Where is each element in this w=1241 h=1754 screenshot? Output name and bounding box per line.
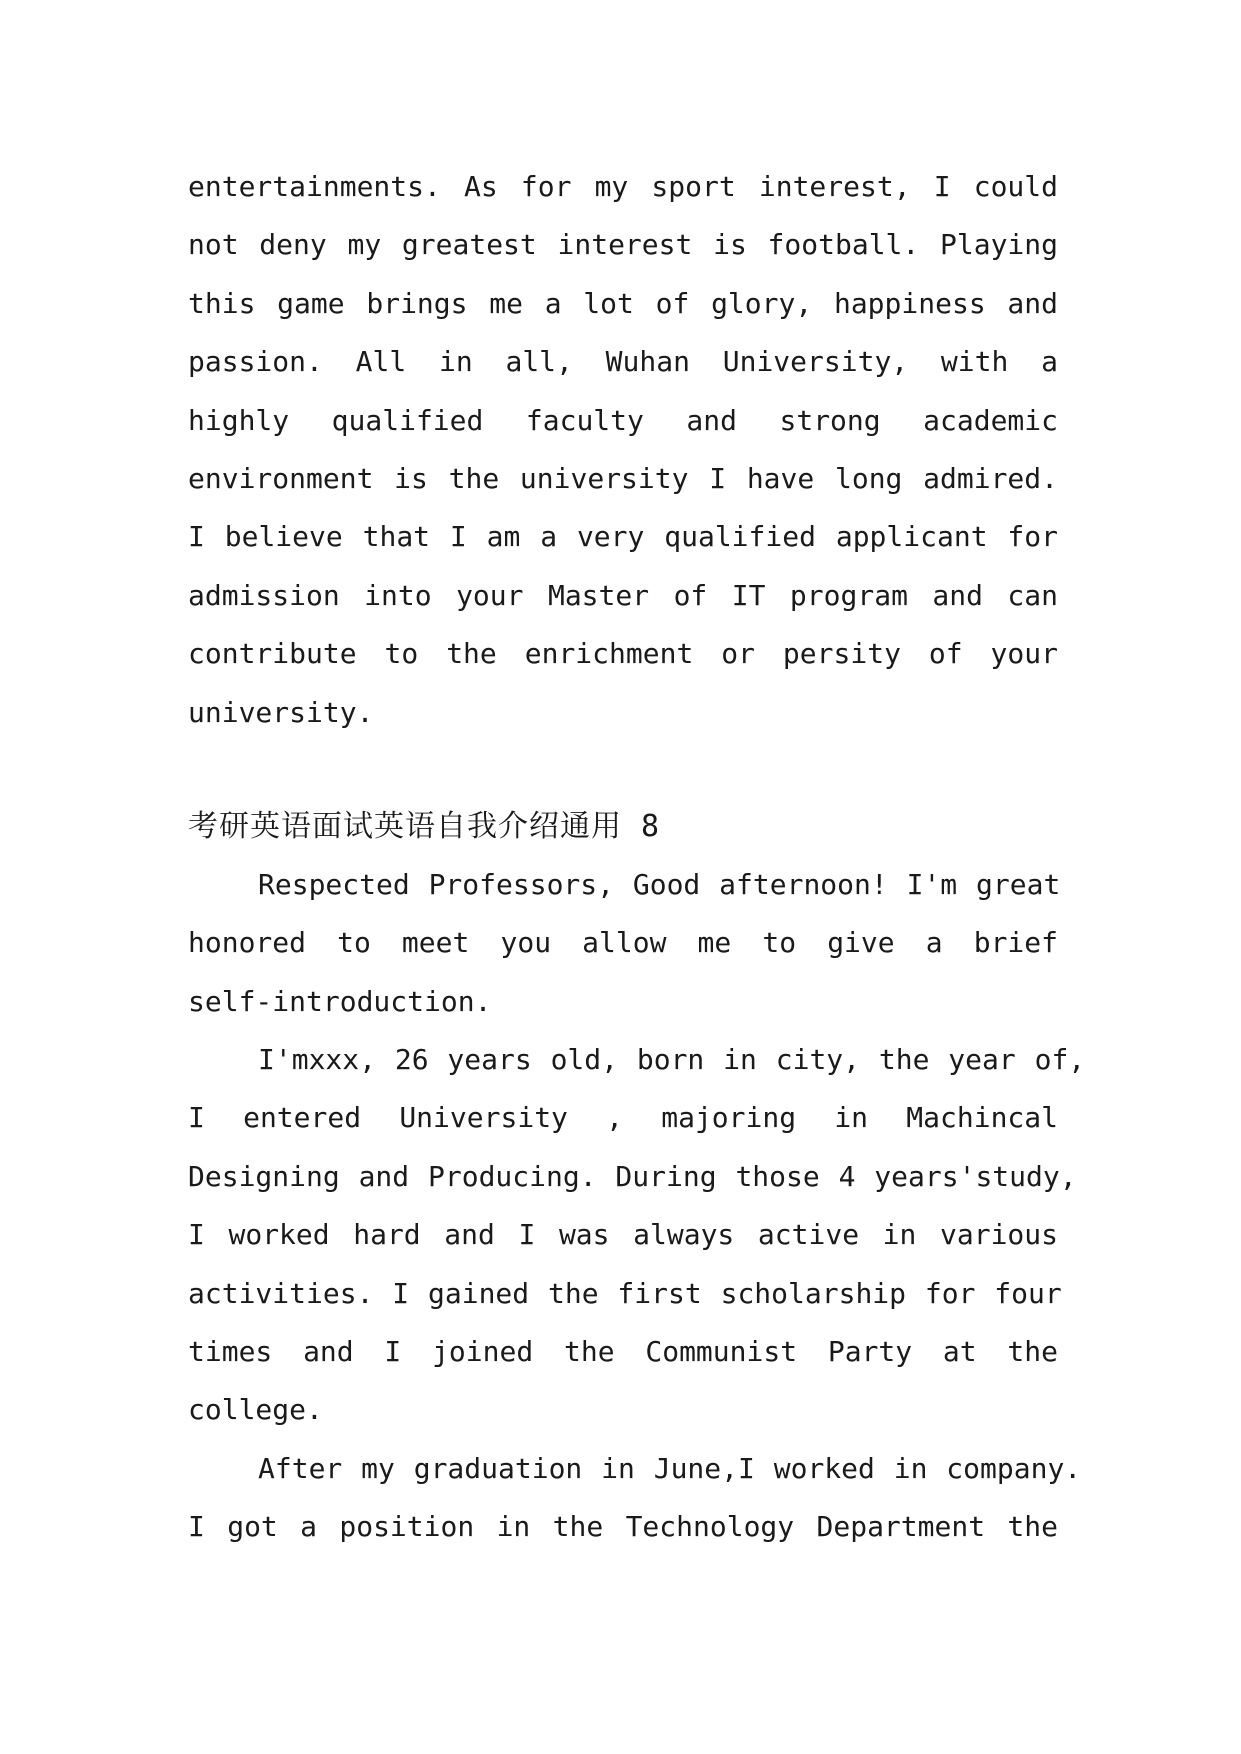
document-page [188, 158, 1086, 1557]
text-line: not deny my greatest interest is football. Playing [188, 228, 1058, 262]
paragraph-career [188, 1440, 1082, 1557]
paragraph-continued [188, 158, 1058, 742]
text-line: environment is the university I have long admired. [188, 461, 1058, 495]
text-line: highly qualified faculty and strong academic [188, 403, 1058, 437]
text-line: university. [188, 695, 374, 729]
text-line: Designing and Producing. During those 4 years'study, [188, 1159, 1077, 1193]
text-line: I worked hard and I was always active in various [188, 1218, 1058, 1252]
text-line: this game brings me a lot of glory, happiness and [188, 286, 1058, 320]
text-line: college. [188, 1393, 323, 1427]
text-line: passion. All in all, Wuhan University, with a [188, 345, 1058, 379]
text-line: activities. I gained the first scholarship for four [188, 1276, 1062, 1310]
text-line: I'mxxx, 26 years old, born in city, the year of, [258, 1043, 1086, 1077]
text-line: I entered University , majoring in Machincal [188, 1101, 1058, 1135]
text-line: I got a position in the Technology Department the [188, 1510, 1058, 1544]
text-line: admission into your Master of IT program and can [188, 578, 1058, 612]
text-line: I believe that I am a very qualified applicant for [188, 520, 1058, 554]
text-line: self-introduction. [188, 984, 492, 1018]
text-line: contribute to the enrichment or persity of your [188, 637, 1058, 671]
text-line: entertainments. As for my sport interest, I could [188, 170, 1058, 203]
text-line: Respected Professors, Good afternoon! I'm great [258, 867, 1061, 901]
text-line: After my graduation in June,I worked in company. [258, 1451, 1082, 1485]
text-line: honored to meet you allow me to give a brief [188, 926, 1058, 960]
section-heading: 考研英语面试英语自我介绍通用 8 [188, 808, 661, 844]
paragraph-greeting [188, 856, 1061, 1031]
paragraph-background [188, 1031, 1086, 1440]
text-line: times and I joined the Communist Party at the [188, 1335, 1058, 1369]
